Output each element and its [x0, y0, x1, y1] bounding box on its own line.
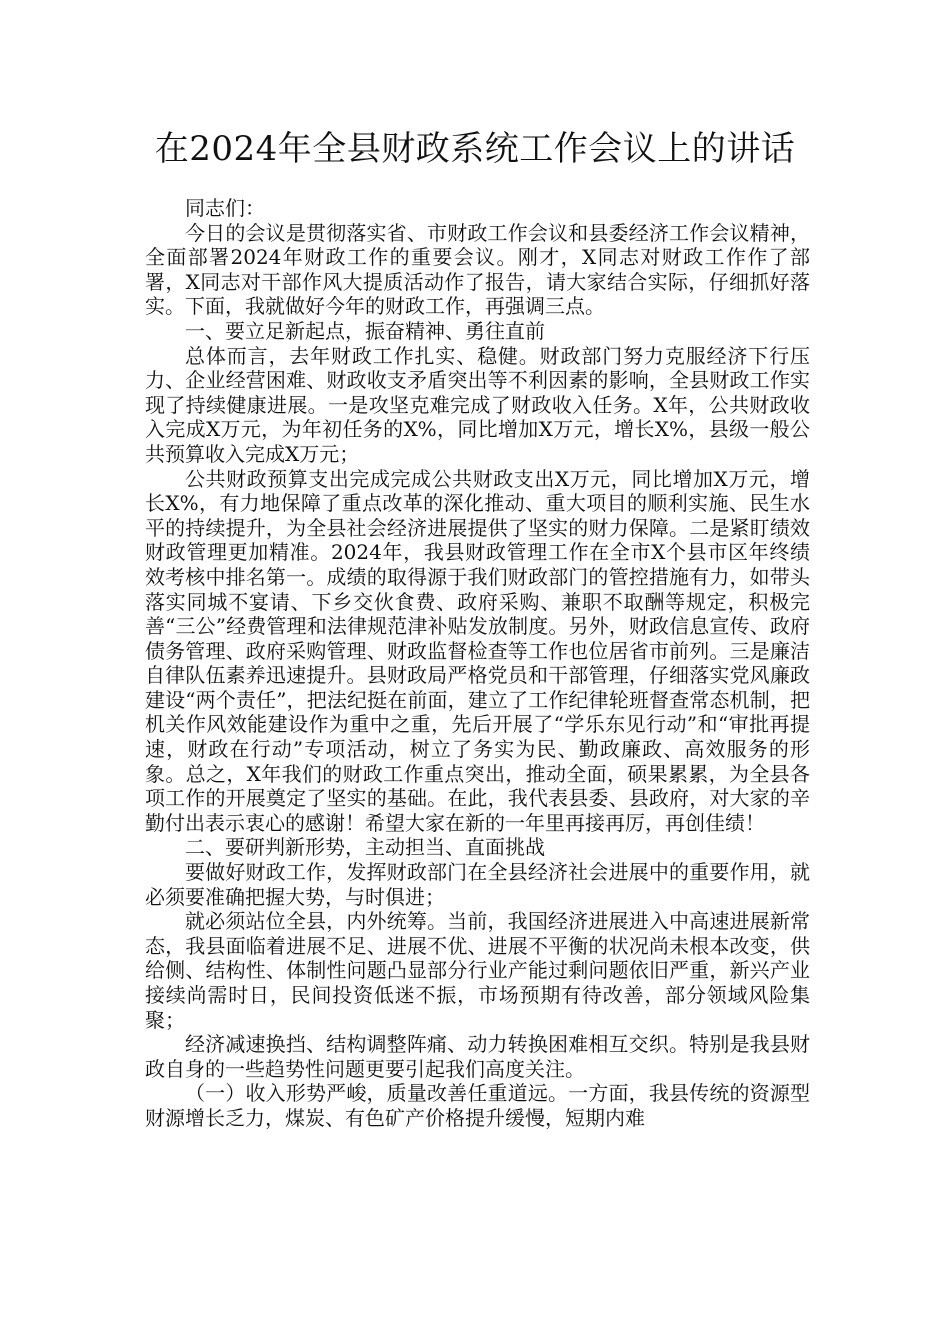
paragraph: 经济减速换挡、结构调整阵痛、动力转换困难相互交织。特别是我县财政自身的一些趋势性问题更要引起我们高度关注。 — [145, 1032, 810, 1081]
salutation: 同志们： — [185, 196, 265, 220]
paragraph: 公共财政预算支出完成完成公共财政支出X万元，同比增加X万元，增长X%，有力地保障了重点改革的深化推动、重大项目的顺利实施、民生水平的持续提升，为全县社会经济进展提供了坚实的财力保障。二是紧盯绩效财政管理更加精准。2024年，我县财政管理工作在全市X个县市区年终绩效考核中排名第一。成绩的取得源于我们财政部门的管控措施有力，如带头落实同城不宴请、下乡交伙食费、政府采购、兼职不取酬等规定，积极完善“三公”经费管理和法律规范津补贴发放制度。另外，财政信息宣传、政府债务管理、政府采购管理、财政监督检查等工作也位居省市前列。三是廉洁自律队伍素养迅速提升。县财政局严格党员和干部管理，仔细落实党风廉政建设“两个责任”，把法纪挺在前面，建立了工作纪律轮班督查常态机制，把机关作风效能建设作为重中之重，先后开展了“学乐东见行动”和“审批再提速，财政在行动”专项活动，树立了务实为民、勤政廉政、高效服务的形象。总之，X年我们的财政工作重点突出，推动全面，硕果累累，为全县各项工作的开展奠定了坚实的基础。在此，我代表县委、县政府，对大家的辛勤付出表示衷心的感谢！希望大家在新的一年里再接再厉，再创佳绩！ — [145, 466, 810, 835]
document-body — [145, 196, 810, 1131]
document-title: 在2024年全县财政系统工作会议上的讲话 — [154, 129, 796, 169]
section-heading: 一、要立足新起点，振奋精神、勇往直前 — [185, 318, 545, 343]
paragraph: 就必须站位全县，内外统筹。当前，我国经济进展进入中高速进展新常态，我县面临着进展不足、进展不优、进展不平衡的状况尚未根本改变，供给侧、结构性、体制性问题凸显部分行业产能过剩问题依旧严重，新兴产业接续尚需时日，民间投资低迷不振，市场预期有待改善，部分领域风险集聚； — [145, 909, 810, 1032]
section-heading: 二、要研判新形势，主动担当、直面挑战 — [185, 835, 545, 860]
paragraph: 总体而言，去年财政工作扎实、稳健。财政部门努力克服经济下行压力、企业经营困难、财政收支矛盾突出等不利因素的影响，全县财政工作实现了持续健康进展。一是攻坚克难完成了财政收入任务。X年，公共财政收入完成X万元，为年初任务的X%，同比增加X万元，增长X%，县级一般公共预算收入完成X万元； — [145, 343, 810, 466]
paragraph: 要做好财政工作，发挥财政部门在全县经济社会进展中的重要作用，就必须要准确把握大势，与时俱进； — [145, 860, 810, 909]
paragraph: （一）收入形势严峻，质量改善任重道远。一方面，我县传统的资源型财源增长乏力，煤炭、有色矿产价格提升缓慢，短期内难 — [145, 1081, 810, 1130]
paragraph: 今日的会议是贯彻落实省、市财政工作会议和县委经济工作会议精神，全面部署2024年财政工作的重要会议。刚才，X同志对财政工作作了部署，X同志对干部作风大提质活动作了报告，请大家结合实际，仔细抓好落实。下面，我就做好今年的财政工作，再强调三点。 — [145, 220, 810, 319]
